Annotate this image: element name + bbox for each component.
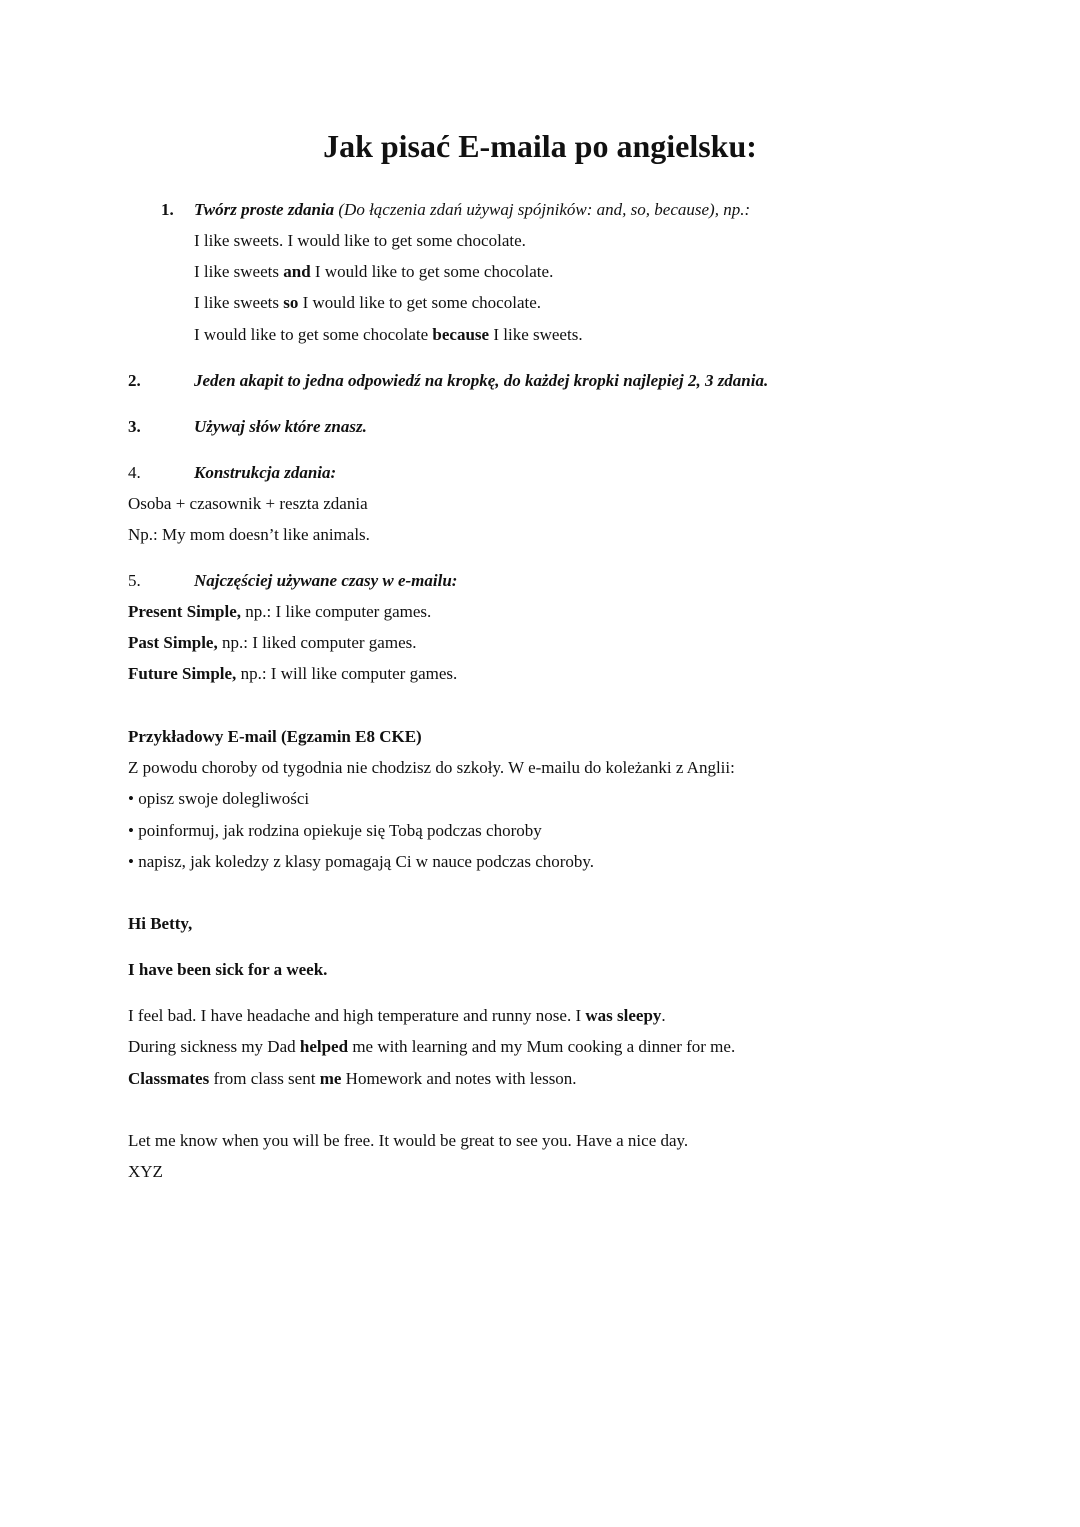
list-number-4: 4. <box>128 463 141 482</box>
email-greeting: Hi Betty, <box>128 914 193 933</box>
item-2-text: Jeden akapit to jedna odpowiedź na kropkę, do każdej kropki najlepiej 2, 3 zdania. <box>194 371 769 390</box>
example-line-2: I like sweets and I would like to get some chocolate. <box>194 262 554 281</box>
tense-future-simple: Future Simple, np.: I will like computer games. <box>128 664 458 683</box>
email-line-3: Classmates from class sent me Homework and notes with lesson. <box>128 1069 577 1088</box>
list-number-3: 3. <box>128 417 141 436</box>
item-3-text: Używaj słów które znasz. <box>194 417 367 436</box>
example-heading: Przykładowy E-mail (Egzamin E8 CKE) <box>128 727 422 746</box>
example-line-1: I like sweets. I would like to get some chocolate. <box>194 231 526 250</box>
item-1-tail: (Do łączenia zdań używaj spójników: and, so, because), np.: <box>334 200 751 219</box>
page-title: Jak pisać E-maila po angielsku: <box>323 128 757 164</box>
email-line-2: During sickness my Dad helped me with learning and my Mum cooking a dinner for me. <box>128 1037 736 1056</box>
task-bullet-2: • poinformuj, jak rodzina opiekuje się Tobą podczas choroby <box>128 821 542 840</box>
list-number-1: 1. <box>161 200 174 219</box>
list-number-5: 5. <box>128 571 141 590</box>
tense-present-simple: Present Simple, np.: I like computer games. <box>128 602 432 621</box>
item-1-heading <box>194 200 750 220</box>
example-line-4: I would like to get some chocolate because I like sweets. <box>194 325 583 344</box>
example-task: Z powodu choroby od tygodnia nie chodzisz do szkoły. W e-mailu do koleżanki z Anglii: <box>128 758 735 777</box>
item-4-heading: Konstrukcja zdania: <box>194 463 337 482</box>
email-line-1: I feel bad. I have headache and high temperature and runny nose. I was sleepy. <box>128 1006 666 1025</box>
item-4-line-1: Osoba + czasownik + reszta zdania <box>128 494 368 513</box>
example-line-3: I like sweets so I would like to get some chocolate. <box>194 293 542 312</box>
item-5-heading: Najczęściej używane czasy w e-mailu: <box>194 571 458 590</box>
task-bullet-3: • napisz, jak koledzy z klasy pomagają Ci w nauce podczas choroby. <box>128 852 595 871</box>
task-bullet-1: • opisz swoje dolegliwości <box>128 789 310 808</box>
email-opening: I have been sick for a week. <box>128 960 328 979</box>
item-4-line-2: Np.: My mom doesn’t like animals. <box>128 525 370 544</box>
email-signature: XYZ <box>128 1162 163 1181</box>
item-1-head: Twórz proste zdania <box>194 200 335 219</box>
email-closing: Let me know when you will be free. It would be great to see you. Have a nice day. <box>128 1131 689 1150</box>
tense-past-simple: Past Simple, np.: I liked computer games. <box>128 633 417 652</box>
list-number-2: 2. <box>128 371 141 390</box>
